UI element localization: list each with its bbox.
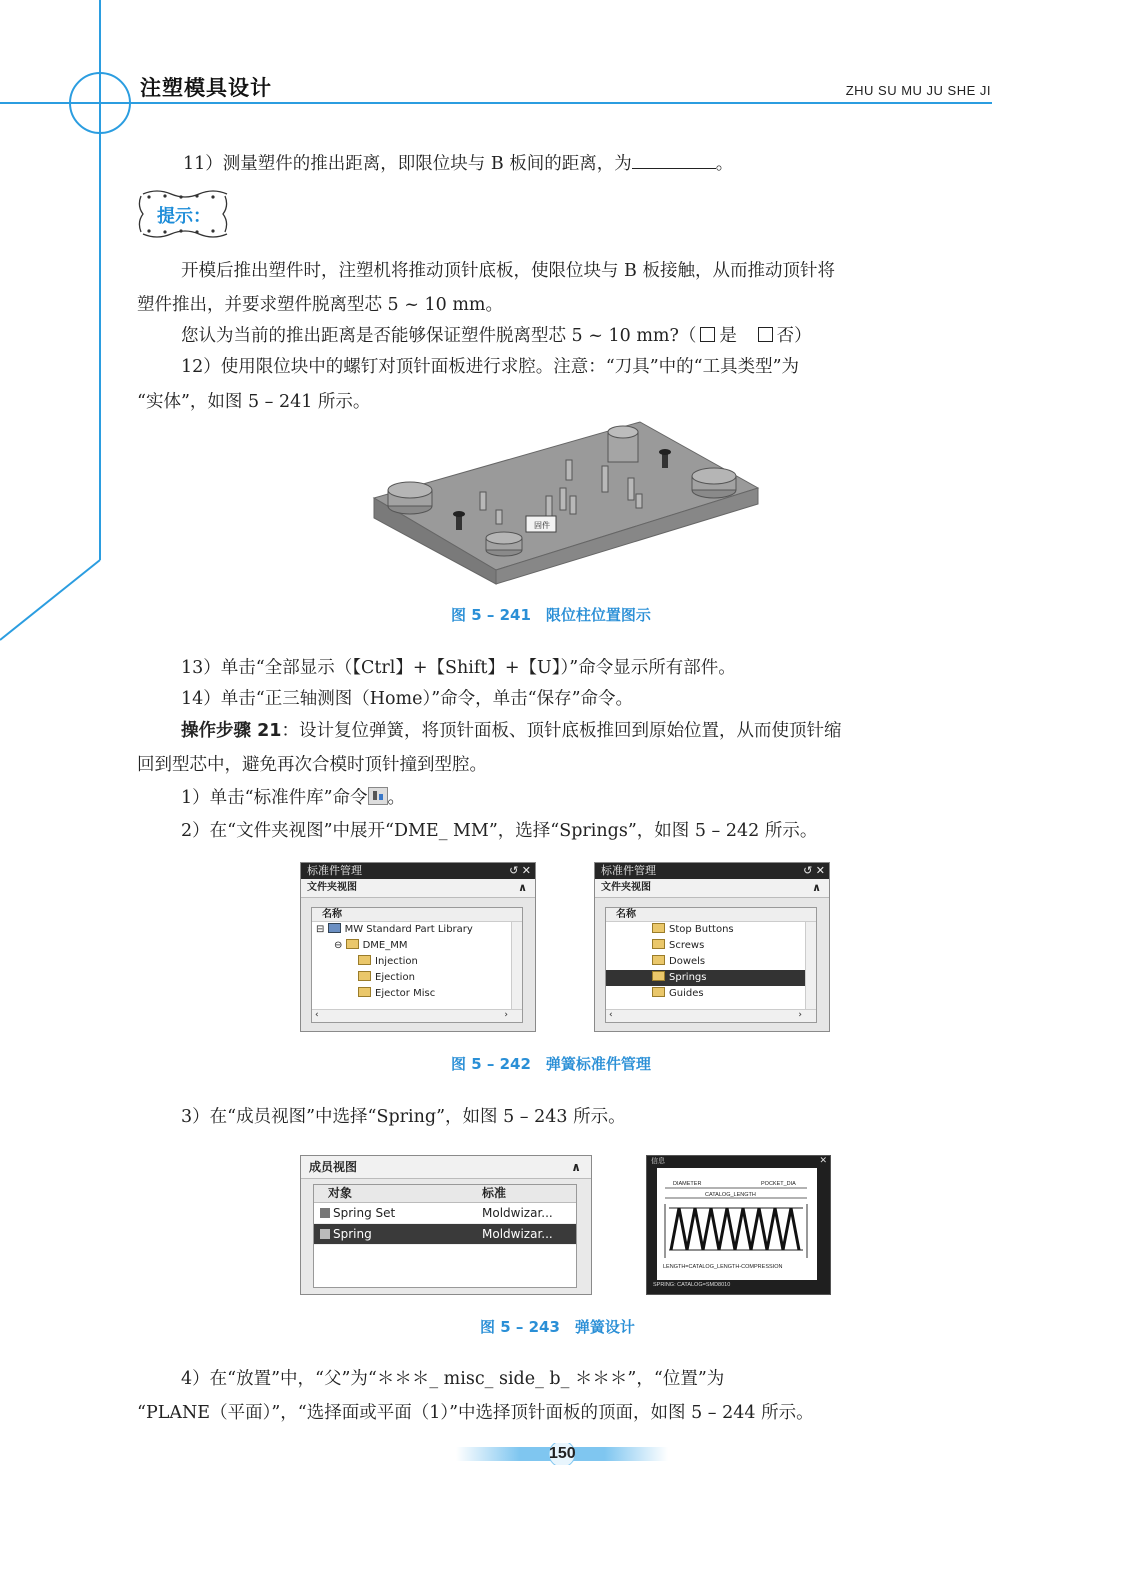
checkbox-no[interactable] bbox=[758, 327, 773, 342]
step-21-text: ：设计复位弹簧，将顶针面板、顶针底板推回到原始位置，从而使顶针缩 bbox=[281, 721, 842, 741]
step-11-end: 。 bbox=[715, 154, 734, 174]
member-table bbox=[313, 1184, 577, 1288]
sub-step-2: 2）在“文件夹视图”中展开“DME_ MM”，选择“Springs”，如图 5 – 242 所示。 bbox=[181, 821, 818, 841]
standard-part-manager-window-left bbox=[300, 862, 536, 1032]
checkbox-yes[interactable] bbox=[700, 327, 715, 342]
tree-item-selected[interactable]: Springs bbox=[606, 970, 805, 986]
collapse-icon[interactable]: ∧ bbox=[518, 881, 527, 894]
tree-item[interactable]: Stop Buttons bbox=[606, 922, 816, 938]
tip-line-1: 开模后推出塑件时，注塑机将推动顶针底板，使限位块与 B 板接触，从而推动顶针将 bbox=[181, 261, 835, 281]
folder-tree bbox=[605, 907, 817, 1023]
folder-view-label: 文件夹视图 bbox=[601, 882, 651, 893]
label-catalog-length: CATALOG_LENGTH bbox=[705, 1192, 756, 1198]
step-21-line-1 bbox=[181, 718, 841, 744]
tree-item[interactable]: Injection bbox=[312, 954, 522, 970]
tree-item[interactable]: ⊟ MW Standard Part Library bbox=[316, 924, 473, 935]
vertical-scrollbar[interactable] bbox=[805, 922, 816, 1010]
step-11-text: 11）测量塑件的推出距离，即限位块与 B 板间的距离，为 bbox=[183, 154, 632, 174]
spring-diagram bbox=[657, 1168, 817, 1280]
header-title-pinyin: ZHU SU MU JU SHE JI bbox=[845, 83, 991, 98]
header-title: 注塑模具设计 bbox=[140, 76, 272, 100]
fig-241-tag: 固件 bbox=[534, 521, 550, 530]
sub-step-1-end: 。 bbox=[387, 788, 406, 808]
fig-241-plate-illustration bbox=[370, 418, 762, 586]
column-name: 名称 bbox=[312, 908, 522, 922]
col-standard: 标准 bbox=[482, 1186, 507, 1200]
window-title: 标准件管理 bbox=[601, 864, 656, 877]
page-number: 150 bbox=[549, 1445, 576, 1462]
window-controls[interactable]: ↺ ✕ bbox=[509, 864, 531, 877]
window-title-bar bbox=[301, 863, 535, 879]
part-icon bbox=[320, 1208, 330, 1218]
question-text: 您认为当前的推出距离是否能够保证塑件脱离型芯 5 ~ 10 mm?（ bbox=[181, 326, 697, 346]
part-icon bbox=[320, 1229, 330, 1239]
step-21-line-2: 回到型芯中，避免再次合模时顶针撞到型腔。 bbox=[137, 755, 487, 775]
sub-step-4-line-1: 4）在“放置”中，“父”为“＊＊＊_ misc_ side_ b_ ＊＊＊”，“位置”为 bbox=[181, 1369, 725, 1389]
horizontal-scrollbar[interactable]: ‹ › bbox=[606, 1009, 816, 1022]
tree-item[interactable]: Dowels bbox=[606, 954, 816, 970]
standard-part-library-icon[interactable] bbox=[368, 787, 388, 805]
tree-item[interactable]: ⊖ DME_MM bbox=[334, 940, 408, 951]
option-no: 否） bbox=[776, 326, 812, 346]
close-icon[interactable]: ✕ bbox=[819, 1155, 827, 1165]
folder-view-header[interactable] bbox=[595, 879, 829, 898]
label-diameter: DIAMETER bbox=[673, 1181, 702, 1187]
member-view-panel bbox=[300, 1155, 592, 1295]
step-13: 13）单击“全部显示（【Ctrl】+【Shift】+【U】）”命令显示所有部件。 bbox=[181, 658, 736, 678]
folder-tree bbox=[311, 907, 523, 1023]
standard-part-manager-window-right bbox=[594, 862, 830, 1032]
spring-window-title: 信息 bbox=[651, 1158, 665, 1165]
step-21-label: 操作步骤 21 bbox=[181, 721, 282, 741]
option-yes: 是 bbox=[719, 326, 737, 346]
tree-item[interactable]: Ejector Misc bbox=[312, 986, 522, 1002]
spring-drawing bbox=[657, 1168, 817, 1280]
question-line bbox=[181, 323, 812, 349]
spring-info-window bbox=[646, 1155, 831, 1295]
member-view-header[interactable] bbox=[301, 1156, 591, 1179]
folder-view-header[interactable] bbox=[301, 879, 535, 898]
window-controls[interactable]: ↺ ✕ bbox=[803, 864, 825, 877]
tree-item[interactable]: Ejection bbox=[312, 970, 522, 986]
step-12-line-1: 12）使用限位块中的螺钉对顶针面板进行求腔。注意：“刀具”中的“工具类型”为 bbox=[181, 357, 800, 377]
step-14: 14）单击“正三轴测图（Home）”命令，单击“保存”命令。 bbox=[181, 689, 634, 709]
label-spring-catalog: SPRING: CATALOG=SMD8010 bbox=[653, 1282, 731, 1288]
label-pocket-dia: POCKET_DIA bbox=[761, 1181, 796, 1187]
label-length-formula: LENGTH=CATALOG_LENGTH-COMPRESSION bbox=[663, 1264, 783, 1270]
vertical-scrollbar[interactable] bbox=[511, 922, 522, 1010]
tree-item[interactable]: Screws bbox=[606, 938, 816, 954]
tip-line-2: 塑件推出，并要求塑件脱离型芯 5 ~ 10 mm。 bbox=[137, 295, 504, 315]
table-header bbox=[314, 1185, 576, 1203]
sub-step-4-line-2: “PLANE（平面）”，“选择面或平面（1）”中选择顶针面板的顶面，如图 5 – 244 所示。 bbox=[137, 1403, 814, 1423]
tree-item[interactable]: Guides bbox=[606, 986, 816, 1002]
window-title-bar bbox=[595, 863, 829, 879]
member-view-title: 成员视图 bbox=[309, 1160, 358, 1174]
answer-blank bbox=[632, 150, 716, 169]
sub-step-1-text: 1）单击“标准件库”命令 bbox=[181, 788, 368, 808]
table-row[interactable]: Spring Set Moldwizar... bbox=[314, 1203, 576, 1224]
horizontal-scrollbar[interactable]: ‹ › bbox=[312, 1009, 522, 1022]
collapse-icon[interactable]: ∧ bbox=[571, 1160, 581, 1174]
sub-step-1 bbox=[181, 785, 405, 811]
folder-view-label: 文件夹视图 bbox=[307, 882, 357, 893]
column-name: 名称 bbox=[606, 908, 816, 922]
step-12-line-2: “实体”，如图 5 – 241 所示。 bbox=[137, 392, 371, 412]
step-11 bbox=[183, 150, 733, 177]
table-row-selected[interactable]: Spring Moldwizar... bbox=[314, 1224, 576, 1245]
sub-step-3: 3）在“成员视图”中选择“Spring”，如图 5 – 243 所示。 bbox=[181, 1107, 626, 1127]
fig-242-caption: 图 5 – 242 弹簧标准件管理 bbox=[451, 1055, 651, 1073]
tip-label: 提示： bbox=[157, 206, 211, 227]
fig-243-caption: 图 5 – 243 弹簧设计 bbox=[480, 1318, 635, 1336]
window-title: 标准件管理 bbox=[307, 864, 362, 877]
fig-241-caption: 图 5 – 241 限位柱位置图示 bbox=[451, 606, 651, 624]
collapse-icon[interactable]: ∧ bbox=[812, 881, 821, 894]
tip-badge bbox=[137, 188, 229, 240]
col-object: 对象 bbox=[328, 1186, 353, 1200]
